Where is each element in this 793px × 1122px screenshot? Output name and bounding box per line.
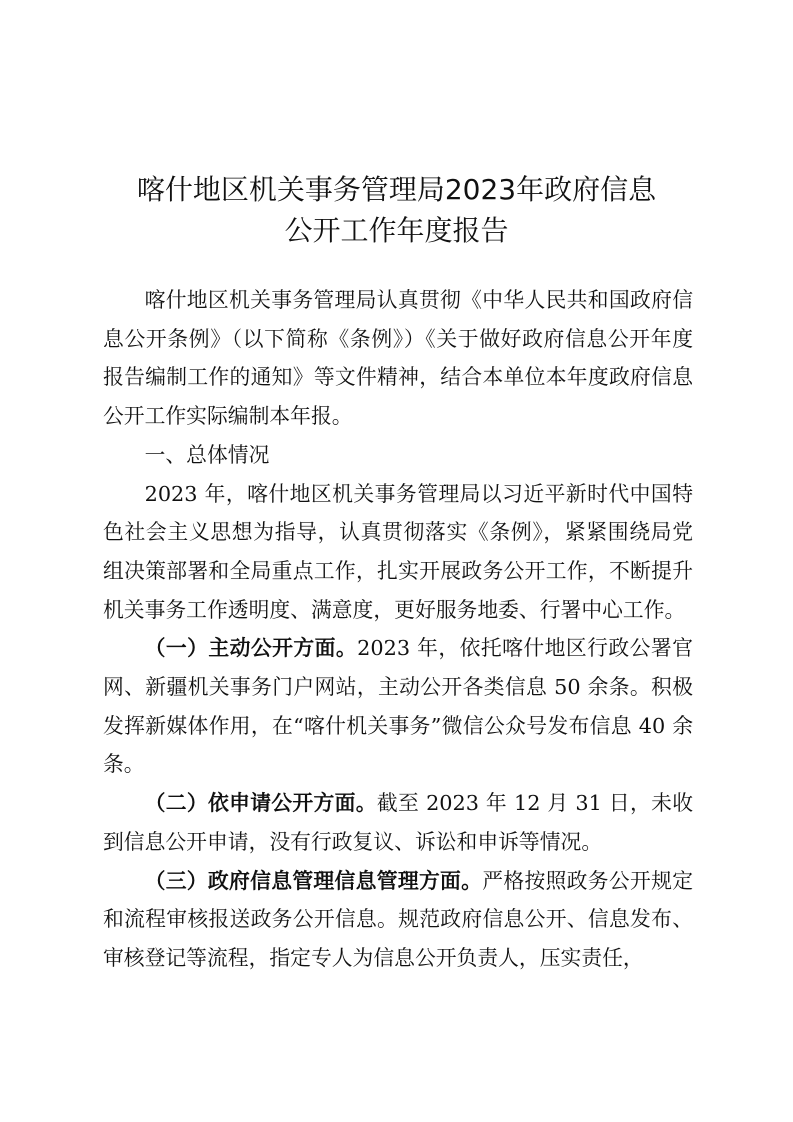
overview-paragraph: 2023 年，喀什地区机关事务管理局以习近平新时代中国特色社会主义思想为指导，认真贯彻落实《条例》，紧紧围绕局党组决策部署和全局重点工作，扎实开展政务公开工作，不断提升机关事务工作透明度、满意度，更好服务地委、行署中心工作。 xyxy=(103,481,693,622)
report-title-line2: 公开工作年度报告 xyxy=(284,214,509,247)
application-disclosure-paragraph xyxy=(103,784,693,861)
section-heading-overview: 一、总体情况 xyxy=(144,442,270,467)
active-disclosure-text: 2023 年，依托喀什地区行政公署官网、新疆机关事务门户网站，主动公开各类信息 50 余条。积极发挥新媒体作用，在“喀什机关事务”微信公众号发布信息 40 余条。 xyxy=(103,636,693,777)
active-disclosure-paragraph xyxy=(103,629,693,784)
info-management-paragraph xyxy=(103,862,693,978)
application-disclosure-text: 截至 2023 年 12 月 31 日，未收到信息公开申请，没有行政复议、诉讼和申诉等情况。 xyxy=(103,791,693,854)
intro-paragraph: 喀什地区机关事务管理局认真贯彻《中华人民共和国政府信息公开条例》（以下简称《条例》）《关于做好政府信息公开年度报告编制工作的通知》等文件精神，结合本单位本年度政府信息公开工作实际编制本年报。 xyxy=(103,288,693,429)
application-disclosure-heading: （二）依申请公开方面。 xyxy=(144,791,377,816)
info-management-text: 严格按照政务公开规定和流程审核报送政务公开信息。规范政府信息公开、信息发布、审核登记等流程，指定专人为信息公开负责人，压实责任， xyxy=(103,868,694,970)
info-management-heading: （三）政府信息管理信息管理方面。 xyxy=(144,868,483,893)
report-body xyxy=(103,281,693,978)
active-disclosure-heading: （一）主动公开方面。 xyxy=(144,636,358,661)
report-title-line1: 喀什地区机关事务管理局2023年政府信息 xyxy=(136,173,657,206)
